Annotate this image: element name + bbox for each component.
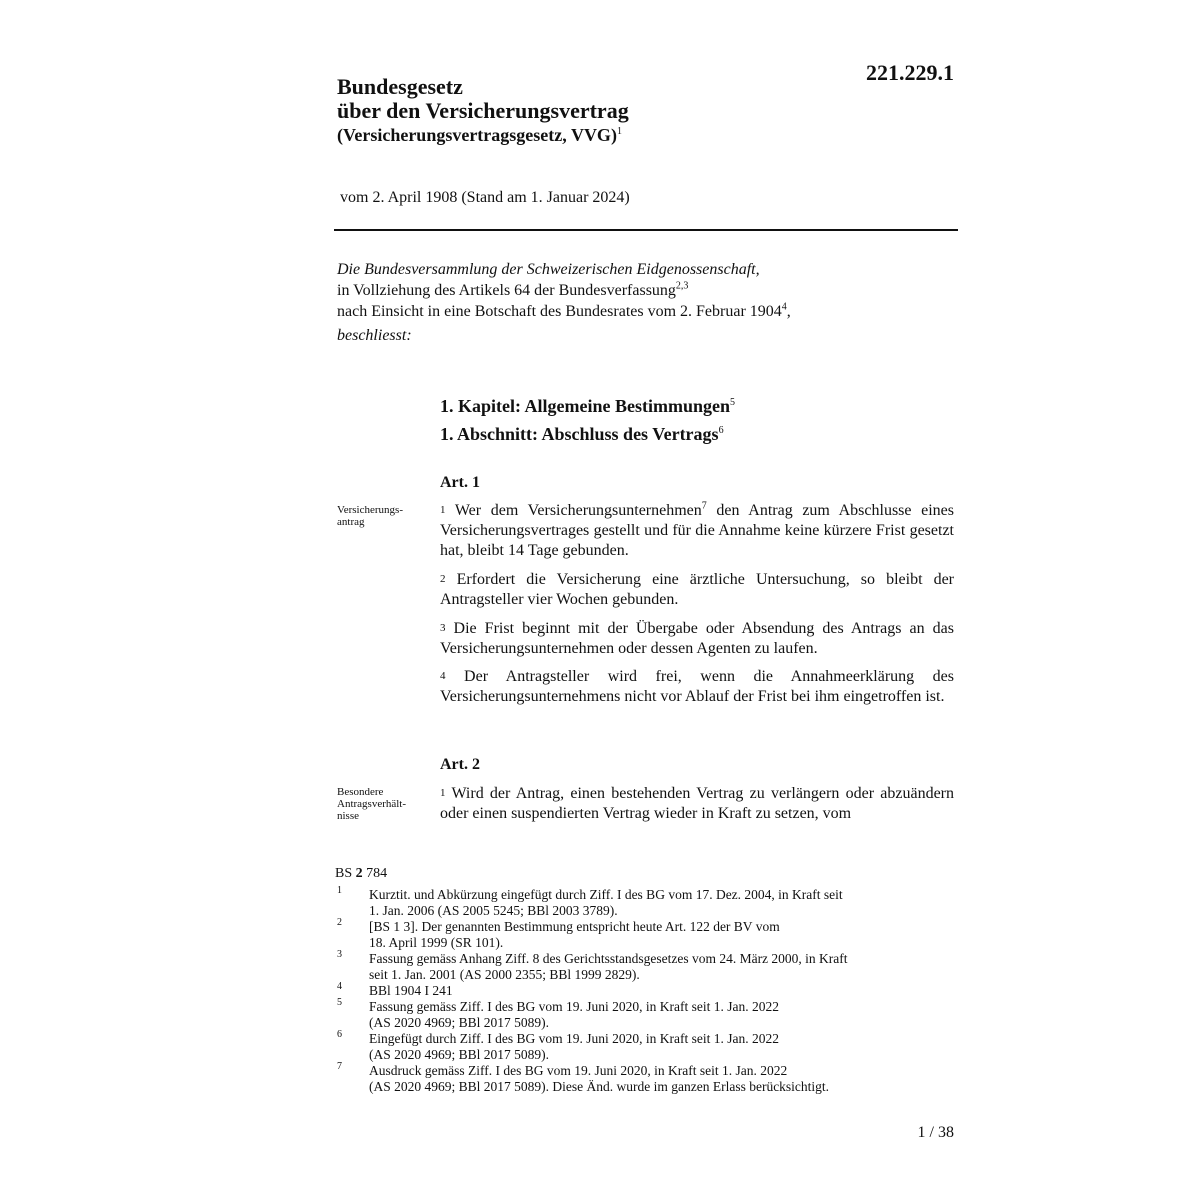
article-2-title: Art. 2 (440, 756, 480, 773)
footnote-5: 5 Fassung gemäss Ziff. I des BG vom 19. Juni 2020, in Kraft seit 1. Jan. 2022 (AS 2020 4969; BBl 2017 5089). (337, 997, 779, 1030)
preamble-line-2: in Vollziehung des Artikels 64 der Bundesverfassung$^{2,3}$ (337, 280, 689, 299)
footnote-7: 7 Ausdruck gemäss Ziff. I des BG vom 19. Juni 2020, in Kraft seit 1. Jan. 2022 (AS 2020 4969; BBl 2017 5089). Diese Änd. wurde im ganzen Erlass berücksichtigt. (337, 1061, 830, 1094)
law-title (337, 75, 629, 147)
title-line-1: Bundesgesetz (337, 74, 463, 99)
footnote-4: 4 BBl 1904 I 241 (337, 981, 453, 998)
article-1-paragraph-2: $^2$ Erfordert die Versicherung eine ärztliche Untersuchung, so bleibt der Antragsteller vier Wochen gebunden. (440, 571, 955, 608)
title-line-3: (Versicherungsvertragsgesetz, VVG)$^1$ (337, 125, 622, 145)
preamble-line-3: nach Einsicht in eine Botschaft des Bundesrates vom 2. Februar 1904$^4$, (337, 301, 791, 320)
footnote-2: 2 [BS 1 3]. Der genannten Bestimmung entspricht heute Art. 122 der BV vom 18. April 1999 (SR 101). (337, 917, 780, 950)
article-1-paragraph-4: $^4$ Der Antragsteller wird frei, wenn die Annahmeerklärung des Versicherungsunternehmens nicht vor Ablauf der Frist bei ihm eingetroffen ist. (440, 668, 955, 705)
title-line-2: über den Versicherungsvertrag (337, 98, 629, 123)
sr-number: 221.229.1 (866, 60, 954, 85)
article-1-margin-note: Versicherungs- antrag (337, 504, 403, 528)
page-number: 1 / 38 (917, 1124, 954, 1141)
article-2-paragraph-1: $^1$ Wird der Antrag, einen bestehenden Vertrag zu verlängern oder abzuändern oder einen suspendierten Vertrag wieder in Kraft zu setzen, vom (440, 785, 954, 822)
section-heading: 1. Abschnitt: Abschluss des Vertrags$^6$ (440, 424, 724, 444)
chapter-heading: 1. Kapitel: Allgemeine Bestimmungen$^5$ (440, 396, 735, 416)
footnote-1: 1 Kurztit. und Abkürzung eingefügt durch Ziff. I des BG vom 17. Dez. 2004, in Kraft seit 1. Jan. 2006 (AS 2005 5245; BBl 2003 3789). (337, 885, 843, 918)
footnote-ref[interactable]: 1 (616, 126, 622, 137)
footnote-6: 6 Eingefügt durch Ziff. I des BG vom 19. Juni 2020, in Kraft seit 1. Jan. 2022 (AS 2020 4969; BBl 2017 5089). (337, 1029, 779, 1062)
footnote-ref[interactable]: 7 (701, 500, 707, 512)
footnote-ref[interactable]: 6 (718, 425, 724, 436)
law-date: vom 2. April 1908 (Stand am 1. Januar 2024) (340, 189, 630, 206)
footnote-ref[interactable]: 5 (729, 397, 735, 408)
bs-reference: BS 2 784 (335, 866, 388, 881)
preamble (337, 259, 957, 346)
title-divider (334, 229, 958, 231)
footnote-3: 3 Fassung gemäss Anhang Ziff. 8 des Gerichtsstandsgesetzes vom 24. März 2000, in Kraft seit 1. Jan. 2001 (AS 2000 2355; BBl 1999 2829). (337, 949, 848, 982)
article-1-title: Art. 1 (440, 474, 480, 491)
preamble-line-4: beschliesst: (337, 327, 412, 344)
footnote-ref[interactable]: 2,3 (675, 280, 689, 292)
footnote-ref[interactable]: 4 (781, 301, 787, 313)
article-1-paragraph-3: $^3$ Die Frist beginnt mit der Übergabe oder Absendung des Antrags an das Versicherungsunternehmen oder dessen Agenten zu laufen. (440, 620, 955, 657)
preamble-line-1: Die Bundesversammlung der Schweizerischen Eidgenossenschaft, (337, 261, 760, 278)
article-2-margin-note: Besondere Antragsverhält- nisse (337, 786, 407, 822)
article-1-paragraph-1: $^1$ Wer dem Versicherungsunternehmen$^7$ den Antrag zum Abschlusse eines Versicherungsvertrages gestellt und für die Annahme keine kürzere Frist gesetzt hat, bleibt 14 Tage gebunden. (440, 500, 954, 559)
